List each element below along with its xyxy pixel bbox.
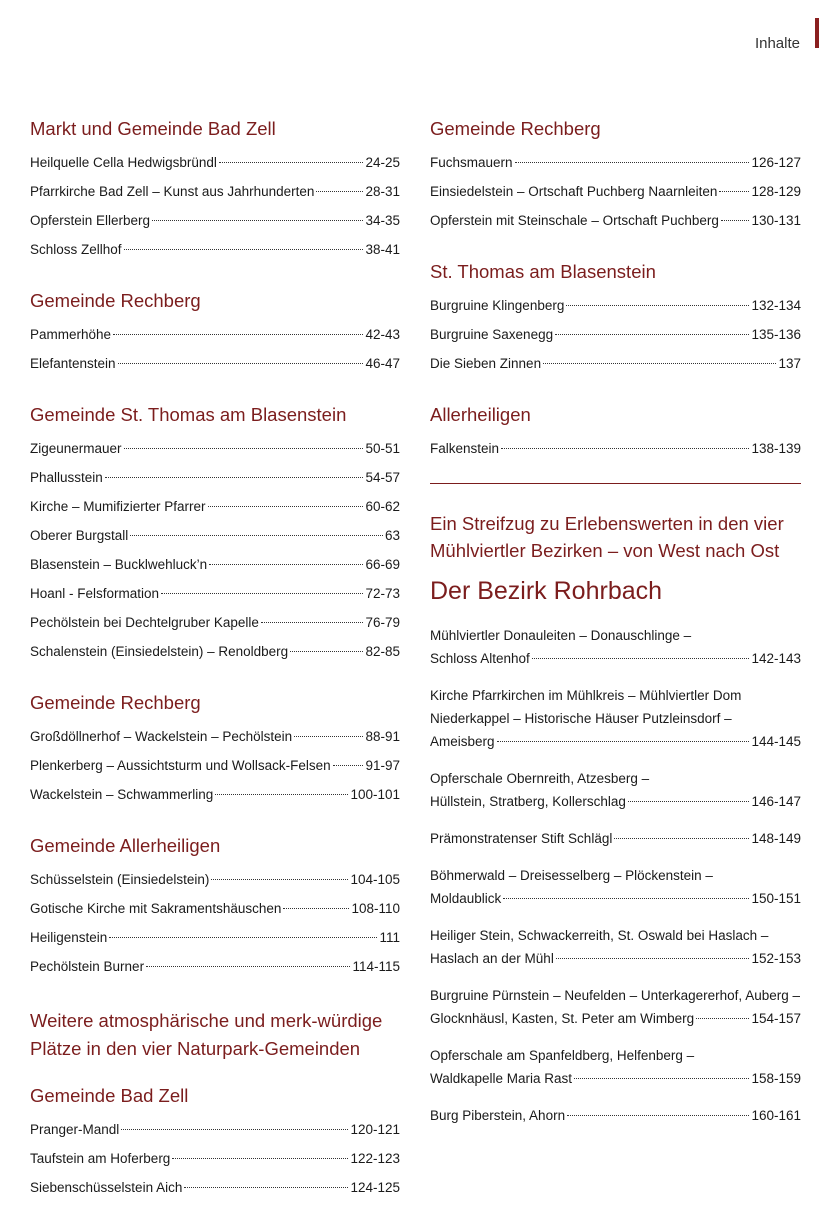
dot-leader [333,765,364,766]
toc-section [30,112,400,264]
section-title: Gemeinde Rechberg [430,118,601,139]
toc-entry[interactable] [30,206,400,235]
dot-leader [566,305,749,306]
header-accent-bar [815,18,819,48]
toc-entry[interactable] [430,148,801,177]
toc-entry-pages: 132-134 [751,298,801,313]
toc-entry-pages: 152-153 [751,951,801,966]
toc-entry-title: Schloss Altenhof [430,651,530,666]
toc-group[interactable] [430,924,801,970]
dot-leader [118,363,364,364]
toc-entry-title: Schalenstein (Einsiedelstein) – Renoldberg [30,644,289,659]
rohrbach-intro: Ein Streifzug zu Erlebenswerten in den vier Mühlviertler Bezirken – von West nach Ost [430,513,784,561]
toc-entry-pages: 76-79 [365,615,400,630]
dot-leader [532,658,750,659]
toc-entry-title: Pechölstein bei Dechtelgruber Kapelle [30,615,259,630]
toc-entry-title: Schloss Zellhof [30,242,122,257]
toc-entry-pages: 91-97 [365,758,400,773]
toc-entry-title: Burgruine Saxenegg [430,327,554,342]
toc-entry-pages: 28-31 [365,184,400,199]
toc-group[interactable] [430,827,801,850]
toc-group[interactable] [430,624,801,670]
toc-entry-pages: 66-69 [365,557,400,572]
toc-entry-pages: 63 [384,528,400,543]
toc-entry-pages: 126-127 [751,155,801,170]
toc-entry-title: Opferstein mit Steinschale – Ortschaft Puchberg [430,213,719,228]
toc-entry-title: Prämonstratenser Stift Schlägl [430,831,613,846]
toc-entry[interactable] [30,780,400,809]
toc-entry[interactable] [30,235,400,264]
toc-entry-pages: 114-115 [352,959,400,974]
dot-leader [555,334,749,335]
toc-entry-pages: 160-161 [751,1108,801,1123]
toc-entry-pages: 128-129 [751,184,801,199]
toc-entry-title: Plenkerberg – Aussichtsturm und Wollsack-Felsen [30,758,331,773]
dot-leader [105,477,364,478]
toc-entry[interactable] [30,349,400,378]
toc-entry-title: Siebenschüsselstein Aich [30,1180,183,1195]
toc-entry-pages: 122-123 [350,1151,400,1166]
dot-leader [283,908,349,909]
toc-entry-pages: 154-157 [751,1011,801,1026]
toc-entry-pages: 100-101 [350,787,400,802]
toc-group[interactable] [430,864,801,910]
toc-entry [430,730,801,753]
dot-leader [146,966,350,967]
section-title: Gemeinde Allerheiligen [30,835,221,856]
toc-entry[interactable] [30,952,400,981]
dot-leader [121,1129,348,1130]
section-title: Allerheiligen [430,404,531,425]
rohrbach-title: Der Bezirk Rohrbach [430,577,663,605]
dot-leader [503,898,749,899]
toc-group-line: Opferschale Obernreith, Atzesberg – [430,771,650,786]
toc-group[interactable] [430,767,801,813]
toc-entry[interactable] [30,1115,400,1144]
toc-entry[interactable] [30,521,400,550]
toc-entry-pages: 150-151 [751,891,801,906]
toc-entry-title: Oberer Burgstall [30,528,129,543]
toc-entry [430,887,801,910]
dot-leader [497,741,750,742]
toc-entry-pages: 111 [379,930,400,945]
toc-entry-title: Ameisberg [430,734,495,749]
dot-leader [543,363,776,364]
toc-entry[interactable] [30,492,400,521]
toc-entry[interactable] [30,177,400,206]
toc-entry[interactable] [430,349,801,378]
toc-group-line: Burgruine Pürnstein – Neufelden – Unterkagererhof, Auberg – [430,988,800,1003]
dot-leader [209,564,363,565]
dot-leader [130,535,383,536]
toc-section [30,284,400,378]
dot-leader [161,593,363,594]
toc-entry-title: Heilquelle Cella Hedwigsbründl [30,155,217,170]
dot-leader [696,1018,749,1019]
toc-entry-pages: 46-47 [365,356,400,371]
header-label: Inhalte [754,35,800,52]
dot-leader [567,1115,749,1116]
toc-entry-pages: 138-139 [751,441,801,456]
toc-entry-pages: 124-125 [350,1180,400,1195]
toc-entry[interactable] [30,579,400,608]
toc-entry [430,947,801,970]
dot-leader [172,1158,348,1159]
toc-entry-title: Hüllstein, Stratberg, Kollerschlag [430,794,626,809]
toc-entry-pages: 38-41 [365,242,400,257]
toc-entry-title: Heiligenstein [30,930,108,945]
toc-entry-pages: 142-143 [751,651,801,666]
toc-entry[interactable] [430,434,801,463]
toc-entry [430,790,801,813]
toc-entry-pages: 146-147 [751,794,801,809]
dot-leader [109,937,377,938]
dot-leader [184,1187,348,1188]
toc-entry-title: Burgruine Klingenberg [430,298,565,313]
toc-group[interactable] [430,984,801,1030]
toc-entry[interactable] [30,865,400,894]
toc-group-line: Mühlviertler Donauleiten – Donauschlinge – [430,628,692,643]
section-title: Markt und Gemeinde Bad Zell [30,118,276,139]
left-column [30,112,400,1222]
toc-section [30,398,400,666]
toc-entry [430,1067,801,1090]
toc-entry-title: Falkenstein [430,441,500,456]
dot-leader [211,879,348,880]
dot-leader [719,191,749,192]
toc-entry [430,827,801,850]
toc-entry-pages: 54-57 [365,470,400,485]
toc-entry-pages: 135-136 [751,327,801,342]
section-divider [430,483,801,484]
toc-entry[interactable] [30,751,400,780]
toc-entry-title: Einsiedelstein – Ortschaft Puchberg Naarnleiten [430,184,718,199]
dot-leader [215,794,348,795]
toc-entry-title: Zigeunermauer [30,441,122,456]
dot-leader [219,162,364,163]
toc-entry-title: Glocknhäusl, Kasten, St. Peter am Wimberg [430,1011,695,1026]
toc-section [30,686,400,809]
dot-leader [614,838,749,839]
toc-entry [430,1104,801,1127]
toc-entry-title: Blasenstein – Bucklwehluck’n [30,557,208,572]
toc-entry-pages: 88-91 [365,729,400,744]
section-title: Gemeinde Bad Zell [30,1085,189,1106]
toc-entry[interactable] [30,608,400,637]
toc-section [430,398,801,463]
dot-leader [261,622,364,623]
toc-entry[interactable] [30,148,400,177]
toc-entry-title: Pfarrkirche Bad Zell – Kunst aus Jahrhunderten [30,184,315,199]
right-column [430,112,801,1141]
dot-leader [515,162,750,163]
toc-entry-title: Hoanl - Felsformation [30,586,160,601]
toc-entry-pages: 24-25 [365,155,400,170]
toc-entry[interactable] [30,637,400,666]
dot-leader [721,220,750,221]
toc-section [30,829,400,981]
section-title: St. Thomas am Blasenstein [430,261,656,282]
toc-entry-pages: 104-105 [350,872,400,887]
toc-entry[interactable] [30,1173,400,1202]
toc-entry[interactable] [30,923,400,952]
toc-entry[interactable] [430,206,801,235]
toc-entry[interactable] [30,894,400,923]
toc-entry-title: Burg Piberstein, Ahorn [430,1108,566,1123]
toc-group[interactable] [430,684,801,753]
toc-entry-title: Waldkapelle Maria Rast [430,1071,573,1086]
toc-entry[interactable] [30,434,400,463]
toc-entry-pages: 130-131 [751,213,801,228]
toc-entry[interactable] [430,320,801,349]
toc-entry[interactable] [30,722,400,751]
toc-entry[interactable] [30,1144,400,1173]
toc-entry-title: Wackelstein – Schwammerling [30,787,214,802]
dot-leader [574,1078,749,1079]
toc-entry[interactable] [430,291,801,320]
toc-entry-title: Elefantenstein [30,356,116,371]
toc-entry-pages: 108-110 [351,901,400,916]
toc-section [430,255,801,378]
toc-group-line: Opferschale am Spanfeldberg, Helfenberg – [430,1048,695,1063]
dot-leader [556,958,750,959]
dot-leader [124,448,364,449]
dot-leader [316,191,363,192]
dot-leader [113,334,363,335]
toc-group-line: Heiliger Stein, Schwackerreith, St. Oswald bei Haslach – [430,928,769,943]
toc-entry[interactable] [30,320,400,349]
toc-entry-title: Gotische Kirche mit Sakramentshäuschen [30,901,282,916]
toc-entry-pages: 158-159 [751,1071,801,1086]
toc-entry-pages: 137 [778,356,801,371]
toc-entry-title: Pranger-Mandl [30,1122,120,1137]
dot-leader [290,651,363,652]
toc-entry-pages: 34-35 [365,213,400,228]
toc-entry-pages: 50-51 [365,441,400,456]
toc-entry-title: Taufstein am Hoferberg [30,1151,171,1166]
toc-section [30,1079,400,1202]
toc-entry-pages: 42-43 [365,327,400,342]
dot-leader [124,249,364,250]
toc-group[interactable] [430,1104,801,1127]
toc-entry [430,1007,801,1030]
toc-entry-title: Moldaublick [430,891,502,906]
extra-places-title: Weitere atmosphärische und merk-würdige Plätze in den vier Naturpark-Gemeinden [30,1010,383,1059]
dot-leader [208,506,364,507]
toc-entry-title: Fuchsmauern [430,155,513,170]
toc-entry-title: Haslach an der Mühl [430,951,554,966]
toc-entry-pages: 82-85 [365,644,400,659]
section-title: Gemeinde St. Thomas am Blasenstein [30,404,347,425]
toc-group-line: Niederkappel – Historische Häuser Putzleinsdorf – [430,711,732,726]
toc-entry-pages: 60-62 [365,499,400,514]
toc-group-line: Böhmerwald – Dreisesselberg – Plöckenstein – [430,868,713,883]
toc-entry-pages: 120-121 [350,1122,400,1137]
toc-entry-title: Großdöllnerhof – Wackelstein – Pechölstein [30,729,293,744]
toc-entry[interactable] [30,550,400,579]
toc-group[interactable] [430,1044,801,1090]
dot-leader [294,736,363,737]
toc-entry-title: Schüsselstein (Einsiedelstein) [30,872,210,887]
dot-leader [152,220,363,221]
toc-entry-title: Die Sieben Zinnen [430,356,542,371]
toc-entry-title: Pechölstein Burner [30,959,145,974]
toc-group-line: Kirche Pfarrkirchen im Mühlkreis – Mühlviertler Dom [430,688,742,703]
toc-entry [430,647,801,670]
dot-leader [628,801,750,802]
toc-entry-title: Opferstein Ellerberg [30,213,151,228]
toc-section [430,112,801,235]
section-title: Gemeinde Rechberg [30,692,201,713]
toc-entry-pages: 72-73 [365,586,400,601]
toc-entry-title: Pammerhöhe [30,327,112,342]
toc-entry-title: Kirche – Mumifizierter Pfarrer [30,499,206,514]
toc-entry-pages: 148-149 [751,831,801,846]
section-title: Gemeinde Rechberg [30,290,201,311]
dot-leader [501,448,749,449]
toc-entry[interactable] [30,463,400,492]
toc-entry-title: Phallusstein [30,470,103,485]
toc-entry-pages: 144-145 [751,734,801,749]
toc-entry[interactable] [430,177,801,206]
